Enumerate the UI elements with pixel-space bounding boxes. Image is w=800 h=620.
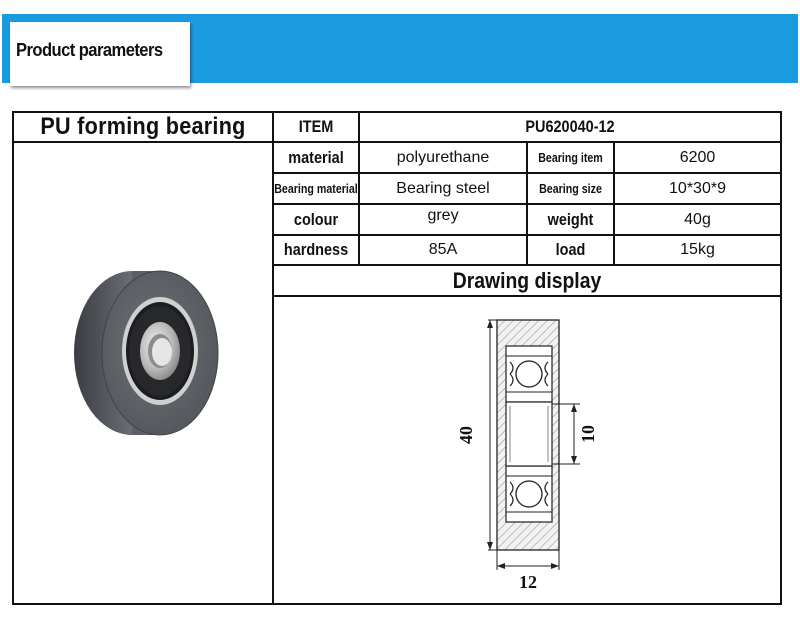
- dimension-labels: [440, 300, 640, 600]
- load-value: 15kg: [680, 241, 715, 258]
- material-label: material: [288, 147, 344, 167]
- bearing-item-label: Bearing item: [538, 150, 603, 165]
- table-divider: [274, 295, 782, 297]
- colour-value: grey: [427, 207, 459, 224]
- colour-label: colour: [293, 209, 339, 229]
- drawing-title: Drawing display: [452, 267, 602, 293]
- weight-value: 40g: [684, 210, 711, 228]
- dim-bore: 10: [578, 425, 598, 443]
- load-label: load: [555, 240, 586, 259]
- banner-title: Product parameters: [16, 40, 163, 60]
- hardness-label: hardness: [283, 240, 349, 259]
- product-name: PU forming bearing: [40, 113, 246, 140]
- bearing-material-label: Bearing material: [274, 181, 358, 196]
- material-value: polyurethane: [396, 148, 490, 166]
- bearing-item-value: 6200: [679, 148, 716, 166]
- weight-label: weight: [547, 209, 594, 229]
- hardness-value: 85A: [428, 241, 458, 258]
- header-banner: [2, 14, 798, 83]
- bearing-wheel-image: [60, 255, 240, 455]
- dim-outer-diameter: 40: [456, 426, 476, 444]
- bearing-size-value: 10*30*9: [669, 179, 726, 197]
- dim-width: 12: [519, 572, 537, 592]
- bearing-size-label: Bearing size: [539, 181, 602, 196]
- item-value: PU620040-12: [525, 117, 615, 136]
- item-label: ITEM: [298, 117, 334, 136]
- bearing-material-value: Bearing steel: [396, 179, 490, 197]
